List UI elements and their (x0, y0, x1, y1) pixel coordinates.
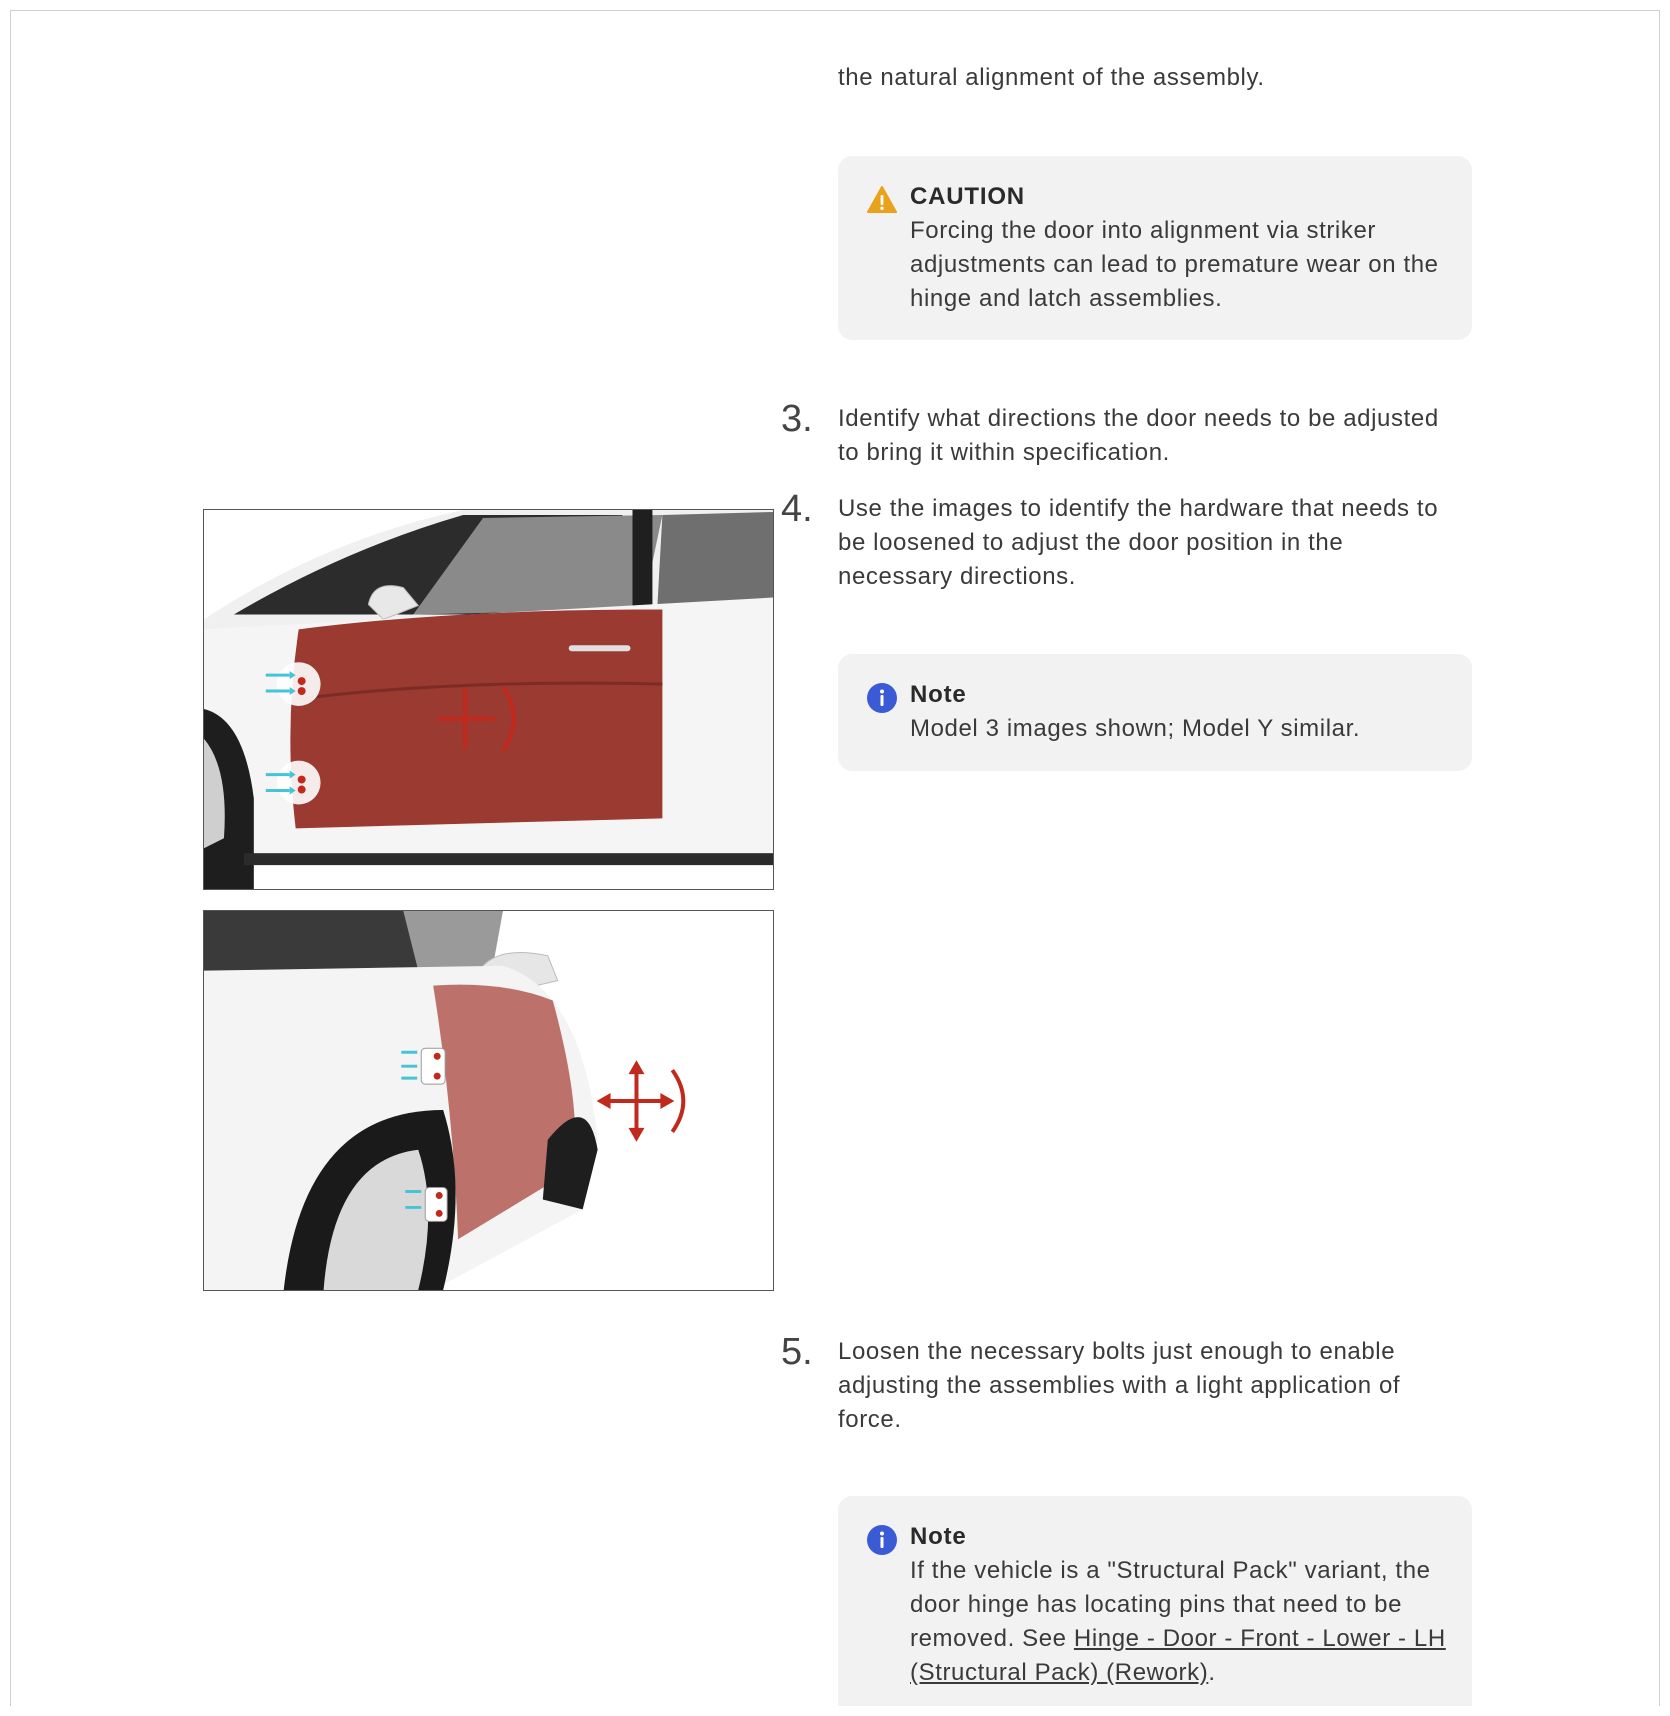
note-1-body: Model 3 images shown; Model Y similar. (910, 715, 1361, 742)
note-callout-2 (838, 1496, 1472, 1706)
caution-callout (838, 156, 1472, 340)
note-2-heading: Note (910, 1523, 967, 1550)
intro-line: the natural alignment of the assembly. (838, 64, 1265, 91)
caution-heading: CAUTION (910, 183, 1025, 210)
caution-body: Forcing the door into alignment via striker adjustments can lead to premature wear on the hinge and latch assemblies. (910, 217, 1439, 312)
step-4-number: 4. (781, 488, 813, 530)
note-1-heading: Note (910, 681, 967, 708)
note-callout-1 (838, 654, 1472, 771)
note-2-body (910, 1554, 1452, 1690)
step-4-text: Use the images to identify the hardware that needs to be loosened to adjust the door position in the necessary directions. (838, 495, 1439, 590)
upper-hinge-marker-angled (401, 1048, 445, 1084)
door-angled-view-image (203, 910, 774, 1291)
step-5-number: 5. (781, 1331, 813, 1373)
info-icon (866, 682, 898, 714)
door-side-view-image (203, 509, 774, 890)
step-3-number: 3. (781, 398, 813, 440)
step-5-text: Loosen the necessary bolts just enough to enable adjusting the assemblies with a light application of force. (838, 1338, 1401, 1433)
note-2-body-text: If the vehicle is a "Structural Pack" variant, the door hinge has locating pins that need to be removed. See (910, 1557, 1431, 1652)
info-icon (866, 1524, 898, 1556)
step-3-text: Identify what directions the door needs to be adjusted to bring it within specification. (838, 405, 1439, 466)
warning-icon (866, 184, 898, 216)
hinge-rework-link[interactable]: Hinge - Door - Front - Lower - LH (Structural Pack) (Rework) (910, 1625, 1446, 1686)
note-2-body-suffix: . (1208, 1659, 1216, 1686)
